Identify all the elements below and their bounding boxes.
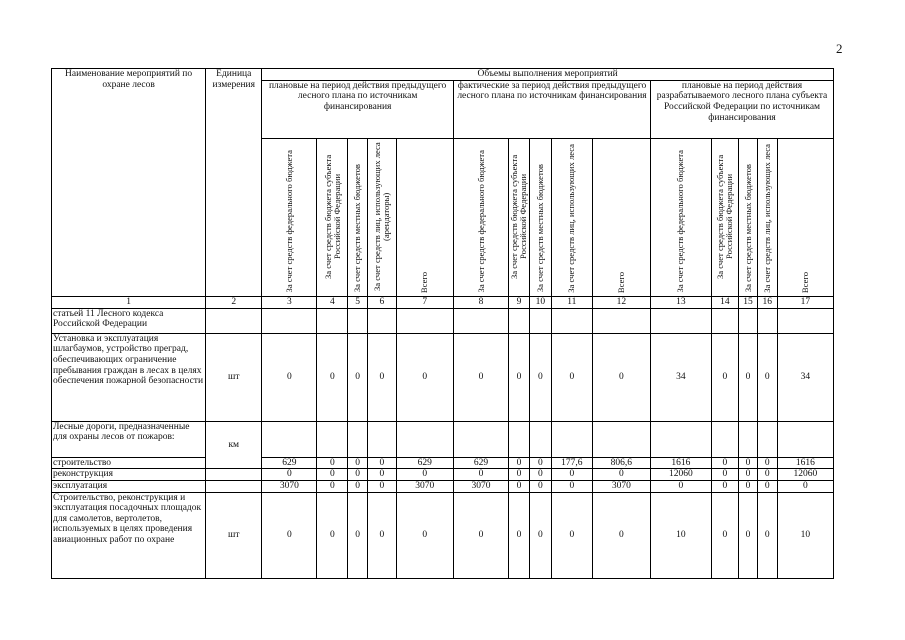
row-unit: км [206, 421, 262, 469]
table-cell: 0 [711, 492, 739, 578]
table-row [52, 469, 834, 481]
table-cell: 0 [509, 333, 530, 421]
table-cell: 3070 [453, 480, 508, 492]
table-cell: 177,6 [551, 457, 592, 469]
table-cell: 0 [739, 492, 758, 578]
table-cell: 0 [757, 457, 777, 469]
row-name: Установка и эксплуатация шлагбаумов, устройство преград, обеспечивающих ограничение пребывания граждан в лесах в целях обеспечения пожарной безопасности [52, 333, 206, 421]
col-number: 8 [453, 296, 508, 308]
col-name-header: Наименование мероприятий по охране лесов [52, 69, 206, 297]
table-cell: 0 [592, 469, 650, 481]
col-number: 2 [206, 296, 262, 308]
source-header: За счет средств лиц, использующих леса (арендаторы) [368, 138, 397, 296]
col-number: 14 [711, 296, 739, 308]
source-header: За счет средств федерального бюджета [453, 138, 508, 296]
row-name: статьей 11 Лесного кодекса Российской Федерации [52, 308, 206, 333]
row-unit: шт [206, 492, 262, 578]
table-cell: 12060 [651, 469, 712, 481]
table-cell: 0 [529, 457, 551, 469]
source-header: За счет средств местных бюджетов [739, 138, 758, 296]
source-header: За счет средств бюджета субъекта Российской Федерации [509, 138, 530, 296]
col-number: 10 [529, 296, 551, 308]
table-cell: 629 [262, 457, 317, 469]
table-row [52, 308, 834, 333]
table-cell: 629 [453, 457, 508, 469]
source-header: Всего [396, 138, 453, 296]
table-cell: 0 [368, 333, 397, 421]
col-number: 6 [368, 296, 397, 308]
table-cell: 0 [757, 492, 777, 578]
table-cell: 0 [348, 457, 368, 469]
table-cell: 0 [368, 492, 397, 578]
table-cell: 10 [651, 492, 712, 578]
col-number: 11 [551, 296, 592, 308]
col-number: 9 [509, 296, 530, 308]
source-header: За счет средств федерального бюджета [262, 138, 317, 296]
source-header: За счет средств лиц, использующих леса [757, 138, 777, 296]
table-cell: 0 [262, 333, 317, 421]
row-name: эксплуатация [52, 480, 206, 492]
table-cell: 629 [396, 457, 453, 469]
col-number: 5 [348, 296, 368, 308]
table-cell: 0 [396, 333, 453, 421]
table-cell: 0 [509, 457, 530, 469]
col-number: 12 [592, 296, 650, 308]
table-cell: 0 [529, 492, 551, 578]
table-cell: 0 [529, 469, 551, 481]
table-cell: 0 [509, 480, 530, 492]
table-cell: 0 [711, 333, 739, 421]
table-cell: 806,6 [592, 457, 650, 469]
table-cell: 3070 [592, 480, 650, 492]
row-name: Лесные дороги, предназначенные для охраны лесов от пожаров: [52, 421, 206, 457]
table-cell: 0 [529, 480, 551, 492]
table-cell: 0 [317, 333, 348, 421]
table-cell: 0 [317, 469, 348, 481]
source-header: За счет средств местных бюджетов [348, 138, 368, 296]
table-cell: 0 [453, 333, 508, 421]
table-cell: 0 [711, 480, 739, 492]
row-name: Строительство, реконструкция и эксплуатация посадочных площадок для самолетов, вертолетов, используемых в целях проведения авиационных работ по охране [52, 492, 206, 578]
col-number: 3 [262, 296, 317, 308]
row-name: строительство [52, 457, 206, 469]
forest-protection-table [51, 68, 834, 579]
table-cell: 0 [551, 333, 592, 421]
table-cell: 0 [262, 492, 317, 578]
table-cell: 0 [551, 480, 592, 492]
row-unit: шт [206, 333, 262, 421]
table-cell: 0 [368, 469, 397, 481]
table-cell: 0 [739, 480, 758, 492]
table-cell: 0 [348, 492, 368, 578]
source-header: За счет средств бюджета субъекта Российской Федерации [711, 138, 739, 296]
table-cell: 3070 [396, 480, 453, 492]
col-number: 16 [757, 296, 777, 308]
table-cell: 0 [739, 457, 758, 469]
source-header: За счет средств местных бюджетов [529, 138, 551, 296]
table-cell: 1616 [777, 457, 833, 469]
table-row [52, 492, 834, 578]
table-cell: 0 [757, 480, 777, 492]
source-header: За счет средств бюджета субъекта Российской Федерации [317, 138, 348, 296]
table-cell: 12060 [777, 469, 833, 481]
col-number: 7 [396, 296, 453, 308]
table-cell: 0 [551, 469, 592, 481]
table-cell: 34 [651, 333, 712, 421]
table-cell: 0 [348, 333, 368, 421]
col-number: 4 [317, 296, 348, 308]
table-cell: 3070 [262, 480, 317, 492]
page-number: 2 [836, 41, 843, 56]
source-header: За счет средств лиц, использующих леса [551, 138, 592, 296]
source-header: Всего [777, 138, 833, 296]
col-unit-header: Единица измерения [206, 69, 262, 297]
table-cell: 10 [777, 492, 833, 578]
table-row [52, 421, 834, 457]
table-cell: 0 [592, 492, 650, 578]
table-cell: 0 [396, 469, 453, 481]
col-number: 17 [777, 296, 833, 308]
table-cell: 34 [777, 333, 833, 421]
table-cell: 0 [711, 457, 739, 469]
header-row-1 [52, 69, 834, 81]
volumes-header: Объемы выполнения мероприятий [262, 69, 834, 81]
col-number: 15 [739, 296, 758, 308]
table-cell: 0 [348, 480, 368, 492]
table-cell: 1616 [651, 457, 712, 469]
col-number: 1 [52, 296, 206, 308]
table-cell: 0 [509, 469, 530, 481]
group2-header: фактические за период действия предыдущего лесного плана по источникам финансирования [453, 80, 650, 138]
table-row [52, 333, 834, 421]
table-cell: 0 [368, 457, 397, 469]
table-cell: 0 [453, 469, 508, 481]
table-cell: 0 [396, 492, 453, 578]
row-name: реконструкция [52, 469, 206, 481]
table-cell: 0 [777, 480, 833, 492]
table-row [52, 480, 834, 492]
col-number: 13 [651, 296, 712, 308]
table-cell: 0 [711, 469, 739, 481]
source-header: Всего [592, 138, 650, 296]
table-cell: 0 [453, 492, 508, 578]
table-cell: 0 [651, 480, 712, 492]
table-cell: 0 [739, 469, 758, 481]
table-row [52, 457, 834, 469]
table-cell: 0 [529, 333, 551, 421]
group1-header: плановые на период действия предыдущего лесного плана по источникам финансирования [262, 80, 454, 138]
table-cell: 0 [317, 492, 348, 578]
table-cell: 0 [757, 333, 777, 421]
table-cell: 0 [317, 457, 348, 469]
table-cell: 0 [509, 492, 530, 578]
table-cell: 0 [348, 469, 368, 481]
table-cell: 0 [757, 469, 777, 481]
table-cell: 0 [739, 333, 758, 421]
table-cell: 0 [317, 480, 348, 492]
table-cell: 0 [262, 469, 317, 481]
table-cell: 0 [551, 492, 592, 578]
table-cell: 0 [368, 480, 397, 492]
table-cell: 0 [592, 333, 650, 421]
column-numbers-row [52, 296, 834, 308]
group3-header: плановые на период действия разрабатываемого лесного плана субъекта Российской Федерации по источникам финансирования [651, 80, 834, 138]
source-header: За счет средств федерального бюджета [651, 138, 712, 296]
